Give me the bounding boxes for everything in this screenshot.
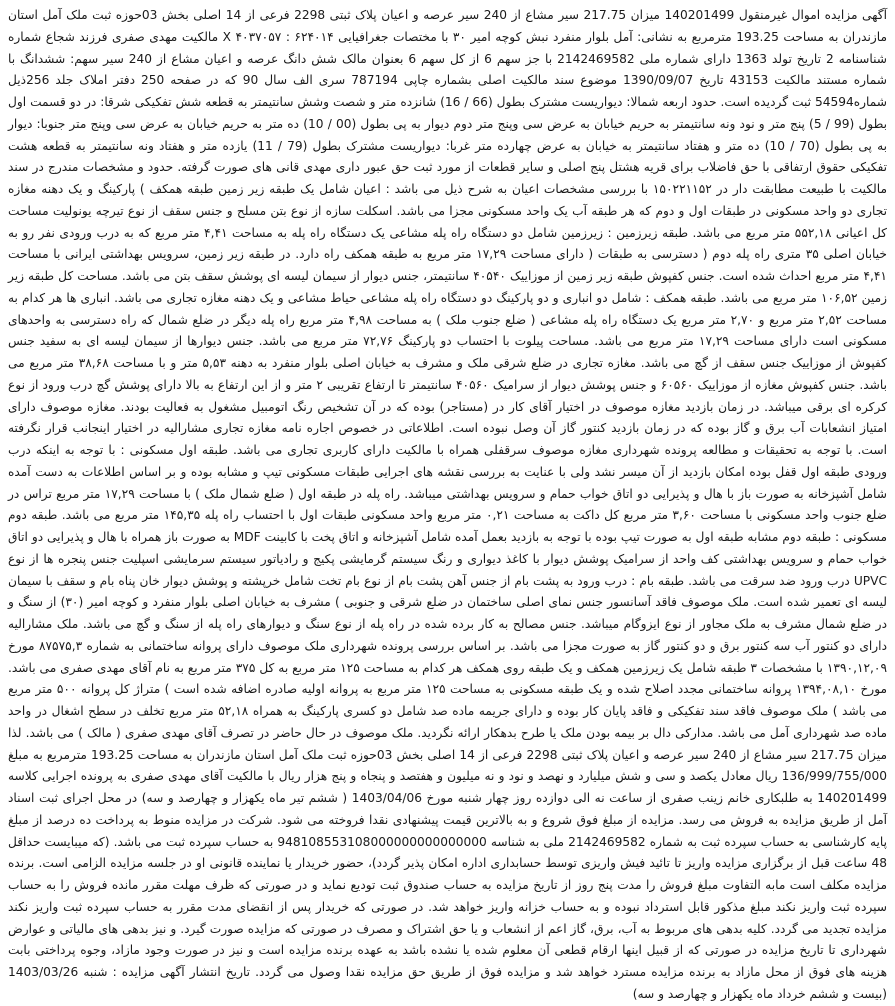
auction-notice-text: آگهی مزایده اموال غیرمنقول 140201499 میزان 217.75 سیر مشاع از 240 سیر عرصه و اعیان پلاک ثبتی 2298 فرعی از 14 اصلی بخش 03حوزه ثبت ملک آمل استان مازندران به مساحت 193.25 مترمربع به نشانی: آمل بلوار منفرد نبش کوچه امیر ۳۰ با مختصات جغرافیایی ۶۲۴۰۱۴ : ۴۰۳۷۰۵۷ X مالکیت مهدی صفری فرزند شجاع شماره شناسنامه 2 تاریخ تولد 1363 دارای شماره ملی 2142469582 با جز سهم 6 از کل سهم 6 بعنوان مالک شش دانگ عرصه و اعیان مشاع از 240 سیر سهم: ششدانگ با شماره مستند مالکیت 43153 تاریخ 1390/09/07 موضوع سند مالکیت اصلی بشماره چاپی 787194 سری الف سال 90 که در صفحه 250 دفتر املاک جلد 256ذیل شماره54594 ثبت گردیده است. حدود اربعه شمالا: دیواریست مشترک بطول (66 / 16) شانزده متر و شصت وشش سانتیمتر به قطعه شش تفکیکی شرقا: در دو قسمت اول بطول (99 / 5) پنج متر و نود ونه سانتیمتر به حریم خیابان به عرض سی وپنج متر دوم دیوار به پی بطول (00 / 10) ده متر به حریم خیابان به عرض سی وپنج متر جنوبا: دیوار به پی بطول (70 / 10) ده متر و هفتاد سانتیمتر به خیابان به عرض چهارده متر غربا: دیواریست مشترک بطول (79 / 11) یازده متر و هفتاد ونه سانتیمتر به قطعه هشت تفکیکی حقوق ارتفاقی با حق فاضلاب برای قریه هشتل پنج اصلی و سایر قطعات از مورد ثبت حق عبور داری مهدی قانی های صورت گرفته. حدود و مشخصات مندرج در سند مالکیت با طبیعت مطابقت دار در ۱۵۰۲۲۱۱۵۲ با بررسی مشخصات اعیان به شرح ذیل می باشد : اعیان شامل یک طبقه زیر زمین طبقه همکف ) پارکینگ و یک دهنه مغازه تجاری دو واحد مسکونی در طبقات اول و دوم که هر طبقه آب یک واحد مسکونی مجزا می باشد. اسکلت سازه از نوع بتن مسلح و جنس سقف از نوع تیرچه یونولیت مساحت کل اعیانی ۵۵۲,۱۸ متر مربع می باشد. طبقه زیرزمین : زیرزمین شامل دو دستگاه راه پله مشاعی یک دستگاه راه پله به مساحت ۴,۴۱ متر مربع که به درب ورودی نفر رو به خیابان اصلی ۳۵ متری راه پله دوم ( دسترسی به طبقات ( دارای مساحت ۱۷,۲۹ متر مربع به طبقه همکف راه دارد. در طبقه زیر زمین، سرویس بهداشتی ایرانی با مساحت ۴,۴۱ متر مربع احداث شده است. جنس کفپوش طبقه زیر زمین از موزاییک ۴۰۵۴۰ سانتیمتر، جنس دیوار از سیمان لیسه ای پوشش سقف بتن می باشد. مساحت کل طبقه زیر زمین ۱۰۶,۵۲ متر مربع می باشد. طبقه همکف : شامل دو انباری و دو پارکینگ دو دستگاه راه پله مشاعی حیاط مشاعی و یک دهنه مغازه تجاری می باشد. انباری ها هر کدام به مساحت ۲,۵۲ متر مربع و ۲,۷۰ متر مربع یک دستگاه راه پله مشاعی ( ضلع جنوب ملک ) به مساحت ۴,۹۸ متر مربع راه پله دیگر در ضلع شمال که راه دسترسی به واحدهای مسکونی است دارای مساحت ۱۷,۲۹ متر مربع می باشد. مساحت پیلوت با احتساب دو پارکینگ ۷۲,۷۶ متر مربع می باشد. جنس دیوارها از سیمان لیسه ای به سفید جنس کفپوش از موزاییک جنس سقف از گچ می باشد. مغازه تجاری در ضلع شرقی ملک و مشرف به خیابان اصلی بلوار منفرد به دهنه ۵,۵۳ متر و با مساحت ۳۸,۶۸ متر مربع می باشد. جنس کفپوش مغازه از موزاییک ۶۰۵۶۰ و جنس پوشش دیوار از سرامیک ۴۰۵۶۰ سانتیمتر تا ارتفاع تقریبی ۲ متر و از این ارتفاع به بالا دارای پوشش گچ درب ورود از نوع کرکره ای برقی میباشد. در زمان بازدید مغازه موصوف در اختیار آقای کار در (مستاجر) بوده که در آن تشخیص رنگ اتومبیل مشغول به فعالیت بودند. مغازه موصوف دارای امتیاز انشعابات آب برق و گاز بوده که در زمان بازدید کنتور گاز آن وصل نبوده است. اطلاعاتی در خصوص اجاره نامه مغازه تجاری مشارالیه در اختیار اینجانب قرار نگرفته است. با توجه به تحقیقات و مطالعه پرونده شهرداری مغازه موصوف سرقفلی همراه با مالکیت دارای کاربری تجاری می باشد. طبقه اول مسکونی : با توجه به اینکه درب ورودی طبقه اول قفل بوده امکان بازدید از آن میسر نشد ولی با عنایت به بررسی نقشه های اجرایی طبقات مسکونی تیپ و مشابه بوده و بر اساس اطلاعات به دست آمده شامل آشپزخانه به صورت باز با هال و پذیرایی دو اتاق خواب حمام و سرویس بهداشتی میباشد. راه پله در طبقه اول ( ضلع شمال ملک ) با مساحت ۱۷,۲۹ متر مربع تراس در ضلع جنوب واحد مسکونی با مساحت ۳,۶۰ متر مربع کل داکت به مساحت ۰,۲۱ متر مربع واحد مسکونی طبقات اول با احتساب راه پله ۱۴۵,۳۵ متر مربع می باشد. طبقه دوم مسکونی : طبقه دوم مشابه طبقه اول به صورت تیپ بوده با توجه به بازدید بعمل آمده شامل آشپزخانه و اتاق پخت با کابینت MDF به صورت باز همراه با هال و پذیرایی دو اتاق خواب حمام و سرویس بهداشتی کف واحد از سرامیک پوشش دیوار با کاغذ دیواری و رنگ سیستم گرمایشی پکیج و رادیاتور سیستم سرمایشی اسپلیت جنس پنجره ها از نوع UPVC درب ورود ضد سرقت می باشد. طبقه بام : درب ورود به پشت بام از جنس آهن پشت بام از نوع بام تخت شامل خرپشته و پوشش دیوار خان پناه بام و سقف با سیمان لیسه ای تعمیر شده است. ملک موصوف فاقد آسانسور جنس نمای اصلی ساختمان در ضلع شرقی و جنوبی ) مشرف به خیابان اصلی بلوار منفرد و کوچه امیر (۳۰) از سنگ و در ضلع شمال مشرف به ملک مجاور از نوع ایزوگام میباشد. جنس مصالح به کار برده شده در راه پله از نوع سنگ و دیوارهای راه پله از سنگ و گچ می باشد. ملک مشارالیه دارای دو کنتور آب سه کنتور برق و دو کنتور گاز به صورت مجزا می باشد. بر اساس بررسی پرونده شهرداری ملک موصوف دارای پروانه ساختمانی به شماره ۸۷۵۷۵,۳ مورخ ۱۳۹۰,۱۲,۰۹ با مشخصات ۳ طبقه شامل یک زیرزمین همکف و یک طبقه روی همکف هر کدام به مساحت ۱۲۵ متر مربع به کل ۳۷۵ متر مربع به نام آقای مهدی صفری می باشد. مورخ ۱۳۹۴,۰۸,۱۰ پروانه ساختمانی مجدد اصلاح شده و یک طبقه مسکونی به مساحت ۱۲۵ متر مربع به پروانه اولیه صادره اضافه شده است ) متراژ کل پروانه ۵۰۰ متر مربع می باشد ) ملک موصوف فاقد سند تفکیکی و فاقد پایان کار بوده و دارای جریمه ماده صد شامل دو کسری پارکینگ به همراه ۵۲,۱۸ متر مربع تخلف در سطح اشغال در واحد ماده صد شهرداری آمل می باشد. مدارکی دال بر بیمه بودن ملک یا طرح بدهکار ارائه نگردید. ملک موصوف در حال حاضر در تصرف آقای مهدی صفری ( مالک ) می باشد. لذا میزان 217.75 سیر مشاع از 240 سیر عرصه و اعیان پلاک ثبتی 2298 فرعی از 14 اصلی بخش 03حوزه ثبت ملک آمل استان مازندران به مساحت 193.25 مترمربع به مبلغ 136/999/755/000 ریال معادل یکصد و سی و شش میلیارد و نهصد و نود و نه میلیون و هفتصد و پنجاه و پنج هزار ریال با مالکیت آقای مهدی صفری به پرونده اجرایی کلاسه 140201499 به طلبکاری خانم زینب صفری از ساعت نه الی دوازده روز چهار شنبه مورخ 1403/04/06 ( ششم تیر ماه یکهزار و چهارصد و سه) در محل اجرای ثبت اسناد آمل از طریق مزایده به فروش می رسد. مزایده از مبلغ فوق شروع و به بالاترین قیمت پیشنهادی نقدا فروخته می شود. شرکت در مزایده منوط به پرداخت ده درصد از مبلغ پایه کارشناسی به حساب سپرده ثبت به شماره 2142469582 ملی به شناسه 948108553108000000000000000 به حساب سپرده ثبت می باشد. (که میبایست حداقل 48 ساعت قبل از برگزاری مزایده واریز تا تائید فیش واریزی توسط حسابداری اداره امکان پذیر گردد)، حضور خریدار یا نماینده قانونی او در جلسه مزایده الزامی است. برنده مزایده مکلف است مابه التفاوت مبلغ فروش را مدت پنج روز از تاریخ مزایده به حساب صندوق ثبت تودیع نماید و در صورتی که ظرف مهلت مقرر مانده فروش را به حساب سپرده ثبت واریز نکند مبلغ مذکور قابل استرداد نبوده و به حساب خزانه واریز خواهد شد. در صورتی که خریدار پس از انقضای مدت مقرر به حساب سپرده ثبت واریز نکند مزایده تجدید می گردد. کلیه بدهی های مربوط به آب، برق، گاز اعم از انشعاب و یا حق اشتراک و مصرف در صورتی که مزایده صورت گیرد. و نیز بدهی های مالیاتی و عوارض شهرداری تا تاریخ مزایده در صورتی که از قبیل اینها ارقام قطعی آن معلوم شده یا نشده باشد به عهده برنده مزایده است و نیز در صورت وجود مازاد، وجوه پرداختی بابت هزینه های فوق از محل مازاد به برنده مزایده مسترد خواهد شد و مزایده فوق از طریق حق مزایده نقدا وصول می گردد. تاریخ انتشار آگهی مزایده : شنبه 1403/03/26 (بیست و ششم خرداد ماه یکهزار و چهارصد و سه) [8,8,888,1001]
